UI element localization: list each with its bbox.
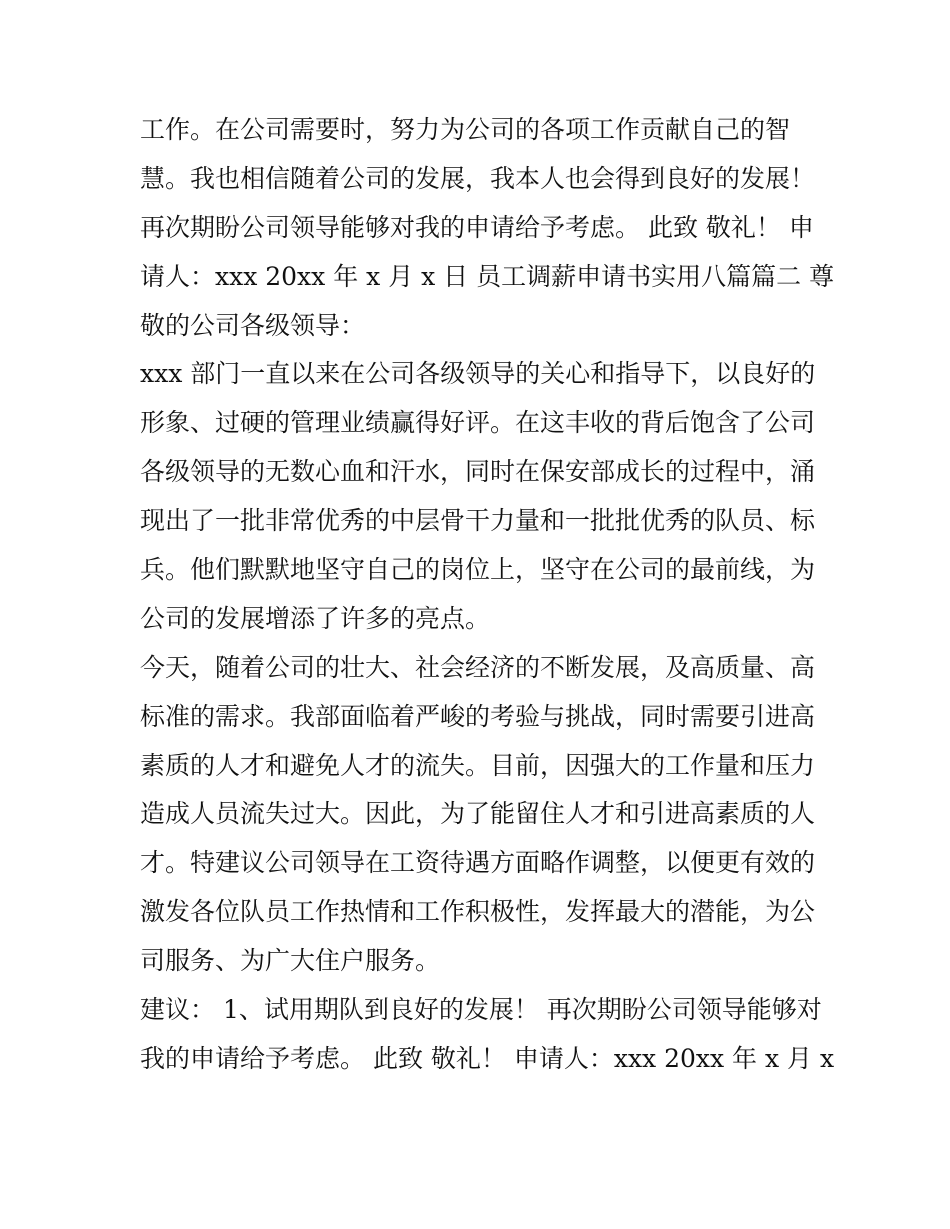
text-line: 我的申请给予考虑。 此致 敬礼！ 申请人：xxx 20xx 年 x 月 x <box>140 1043 835 1073</box>
text-line: 今天，随着公司的壮大、社会经济的不断发展，及高质量、高 <box>140 652 816 682</box>
text-line: 建议： 1、试用期队到良好的发展！ 再次期盼公司领导能够对 <box>140 995 822 1025</box>
text-line: 现出了一批非常优秀的中层骨干力量和一批批优秀的队员、标 <box>140 506 816 536</box>
text-line: 慧。我也相信随着公司的发展，我本人也会得到良好的发展！ <box>140 163 816 193</box>
text-line: 各级领导的无数心血和汗水，同时在保安部成长的过程中，涌 <box>140 457 816 487</box>
text-line: 素质的人才和避免人才的流失。目前，因强大的工作量和压力 <box>140 750 816 780</box>
document-body <box>140 106 835 1084</box>
text-line: xxx 部门一直以来在公司各级领导的关心和指导下，以良好的 <box>140 359 816 389</box>
text-line: 再次期盼公司领导能够对我的申请给予考虑。 此致 敬礼！ 申 <box>140 212 814 242</box>
text-line: 司服务、为广大住户服务。 <box>140 946 441 976</box>
text-line: 敬的公司各级领导： <box>140 310 366 340</box>
text-line: 造成人员流失过大。因此，为了能留住人才和引进高素质的人 <box>140 799 816 829</box>
text-line: 公司的发展增添了许多的亮点。 <box>140 603 491 633</box>
text-line: 工作。在公司需要时，努力为公司的各项工作贡献自己的智 <box>140 115 791 144</box>
text-line: 形象、过硬的管理业绩赢得好评。在这丰收的背后饱含了公司 <box>140 408 816 438</box>
text-line: 才。特建议公司领导在工资待遇方面略作调整，以便更有效的 <box>140 848 816 878</box>
text-line: 请人：xxx 20xx 年 x 月 x 日 员工调薪申请书实用八篇篇二 尊 <box>140 261 835 291</box>
text-line: 兵。他们默默地坚守自己的岗位上，坚守在公司的最前线，为 <box>140 555 816 585</box>
text-line: 标准的需求。我部面临着严峻的考验与挑战，同时需要引进高 <box>140 701 816 731</box>
text-line: 激发各位队员工作热情和工作积极性，发挥最大的潜能，为公 <box>140 897 816 927</box>
